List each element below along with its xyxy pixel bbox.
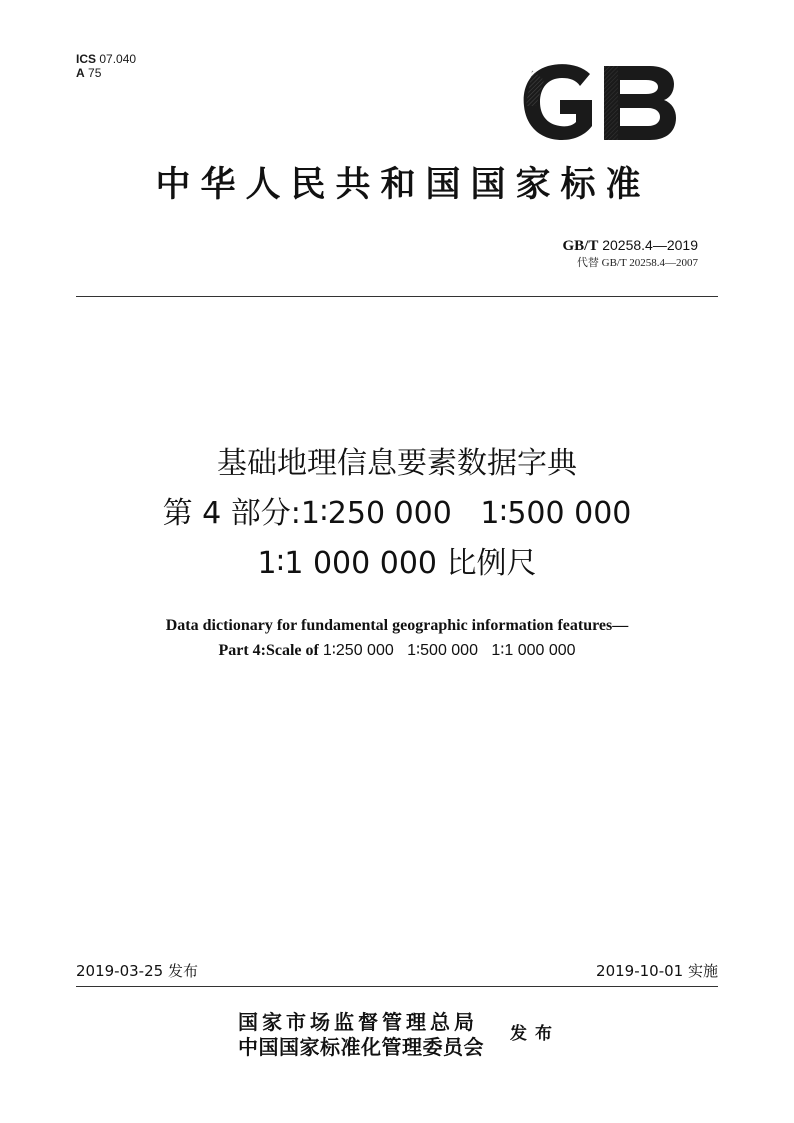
implementation-date: 2019-10-01 实施 bbox=[596, 962, 718, 980]
publish-label: 发布 bbox=[510, 1024, 560, 1044]
standard-prefix: GB/T bbox=[562, 238, 599, 254]
chinese-title-line-2: 第 4 部分:1∶250 000 1∶500 000 bbox=[162, 496, 632, 531]
gb-logo bbox=[518, 60, 678, 144]
english-title-line-1: Data dictionary for fundamental geographic information features— bbox=[165, 617, 629, 634]
top-divider bbox=[76, 296, 718, 297]
ics-value: 07.040 bbox=[99, 52, 137, 66]
english-title-part-prefix: Part 4:Scale of bbox=[218, 642, 319, 659]
replaces-standard: 代替 GB/T 20258.4—2007 bbox=[576, 257, 698, 269]
issue-date: 2019-03-25 发布 bbox=[76, 962, 198, 980]
bottom-divider bbox=[76, 986, 718, 987]
publisher-line-1: 国家市场监督管理总局 bbox=[238, 1010, 478, 1034]
chinese-title-line-1: 基础地理信息要素数据字典 bbox=[217, 446, 577, 481]
ics-label: ICS bbox=[76, 52, 97, 66]
ics-code bbox=[76, 52, 136, 66]
english-title-line-2 bbox=[0, 640, 794, 662]
publisher-line-2: 中国国家标准化管理委员会 bbox=[238, 1035, 484, 1059]
class-label: A bbox=[76, 66, 85, 80]
classification-code bbox=[76, 66, 101, 80]
issuing-authority-title: 中华人民共和国国家标准 bbox=[155, 164, 651, 205]
chinese-title-line-3: 1∶1 000 000 比例尺 bbox=[257, 546, 537, 581]
standard-number bbox=[562, 237, 698, 255]
english-title-scales: 1∶250 000 1∶500 000 1∶1 000 000 bbox=[322, 642, 576, 659]
class-value: 75 bbox=[88, 66, 102, 80]
standard-code: 20258.4—2019 bbox=[602, 237, 698, 253]
